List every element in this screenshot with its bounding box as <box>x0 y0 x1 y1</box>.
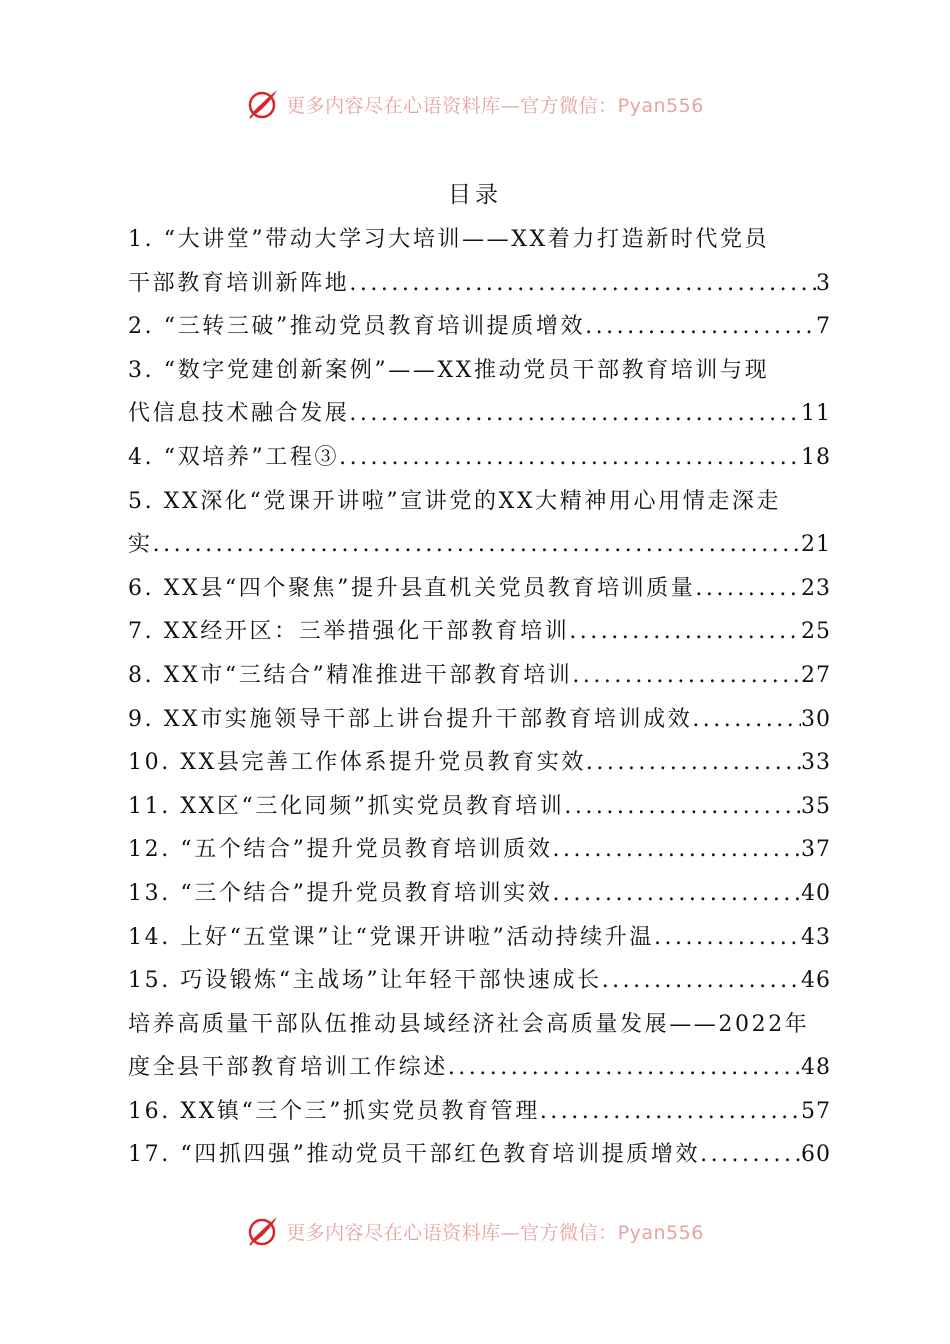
page-number: 33 <box>801 750 831 776</box>
toc-entry-5[interactable]: 实 ..... 21 <box>128 523 831 567</box>
toc-entry-12[interactable]: 12. “五个结合”提升党员教育培训质效 ..... 37 <box>128 828 831 872</box>
watermark-text: 更多内容尽在心语资料库—官方微信： <box>286 1221 618 1244</box>
page-number: 11 <box>801 401 831 427</box>
toc-entry-16[interactable]: 16. XX镇“三个三”抓实党员教育管理 ..... 57 <box>128 1090 831 1134</box>
leader-dots <box>700 1133 801 1177</box>
leader-dots <box>572 654 801 698</box>
page-number: 21 <box>801 532 831 558</box>
leader-dots <box>153 523 801 567</box>
watermark-wechat-id: Pyan556 <box>617 1221 704 1244</box>
toc-entry-4[interactable]: 4. “双培养”工程③ ..... 18 <box>128 436 831 480</box>
leader-dots <box>692 698 801 742</box>
leader-dots <box>585 305 816 349</box>
leader-dots <box>540 1090 801 1134</box>
leader-dots <box>552 828 801 872</box>
toc-entry-17[interactable]: 17. “四抓四强”推动党员干部红色教育培训提质增效 ..... 60 <box>128 1133 831 1177</box>
leader-dots <box>552 872 801 916</box>
toc-entry-2[interactable]: 2. “三转三破”推动党员教育培训提质增效 ..... 7 <box>128 305 831 349</box>
toc-entry-6[interactable]: 6. XX县“四个聚焦”提升县直机关党员教育培训质量 ..... 23 <box>128 567 831 611</box>
toc-entry-3[interactable]: 代信息技术融合发展 ..... 11 <box>128 392 831 436</box>
watermark-wechat-id: Pyan556 <box>617 94 704 117</box>
toc-entry-3-line1[interactable]: 3. “数字党建创新案例”——XX推动党员干部教育培训与现 <box>128 357 770 383</box>
leader-dots <box>448 1046 801 1090</box>
leader-dots <box>695 567 801 611</box>
toc-entry-summary[interactable]: 度全县干部教育培训工作综述 ..... 48 <box>128 1046 831 1090</box>
leader-dots <box>569 610 801 654</box>
page-number: 57 <box>801 1098 831 1124</box>
leader-dots <box>349 392 801 436</box>
toc-entry-7[interactable]: 7. XX经开区：三举措强化干部教育培训 ..... 25 <box>128 610 831 654</box>
page-number: 30 <box>801 706 831 732</box>
toc-entry-10[interactable]: 10. XX县完善工作体系提升党员教育实效 ..... 33 <box>128 741 831 785</box>
page-number: 48 <box>801 1055 831 1081</box>
table-of-contents <box>128 218 831 1177</box>
leader-dots <box>654 916 801 960</box>
page-number: 40 <box>801 880 831 906</box>
toc-title: 目录 <box>448 182 502 208</box>
leader-dots <box>339 436 801 480</box>
toc-entry-1-line1[interactable]: 1. “大讲堂”带动大学习大培训——XX着力打造新时代党员 <box>128 227 770 252</box>
page-number: 7 <box>816 314 831 340</box>
toc-entry-8[interactable]: 8. XX市“三结合”精准推进干部教育培训 ..... 27 <box>128 654 831 698</box>
watermark-text: 更多内容尽在心语资料库—官方微信： <box>286 94 618 117</box>
page-number: 46 <box>801 968 831 994</box>
page-number: 25 <box>801 619 831 645</box>
quill-logo-icon <box>246 87 280 121</box>
leader-dots <box>586 741 801 785</box>
toc-entry-15[interactable]: 15. 巧设锻炼“主战场”让年轻干部快速成长 ..... 46 <box>128 959 831 1003</box>
page-number: 27 <box>801 662 831 688</box>
leader-dots <box>349 262 816 306</box>
leader-dots <box>564 785 801 829</box>
toc-entry-14[interactable]: 14. 上好“五堂课”让“党课开讲啦”活动持续升温 ..... 43 <box>128 916 831 960</box>
quill-logo-icon <box>246 1214 280 1248</box>
watermark-header <box>0 84 950 124</box>
page-number: 18 <box>801 444 831 470</box>
toc-entry-9[interactable]: 9. XX市实施领导干部上讲台提升干部教育培训成效 ..... 30 <box>128 698 831 742</box>
page-number: 35 <box>801 793 831 819</box>
toc-entry-1[interactable]: 干部教育培训新阵地 ..... 3 <box>128 262 831 306</box>
leader-dots <box>602 959 801 1003</box>
toc-entry-11[interactable]: 11. XX区“三化同频”抓实党员教育培训 ..... 35 <box>128 785 831 829</box>
page-number: 3 <box>816 270 831 296</box>
page-number: 60 <box>801 1142 831 1168</box>
page-number: 43 <box>801 924 831 950</box>
page-number: 37 <box>801 837 831 863</box>
toc-entry-summary-line1[interactable]: 培养高质量干部队伍推动县域经济社会高质量发展——2022年 <box>128 1011 810 1037</box>
watermark-footer <box>0 1211 950 1251</box>
toc-entry-13[interactable]: 13. “三个结合”提升党员教育培训实效 ..... 40 <box>128 872 831 916</box>
page-number: 23 <box>801 575 831 601</box>
toc-entry-5-line1[interactable]: 5. XX深化“党课开讲啦”宣讲党的XX大精神用心用情走深走 <box>128 488 782 514</box>
